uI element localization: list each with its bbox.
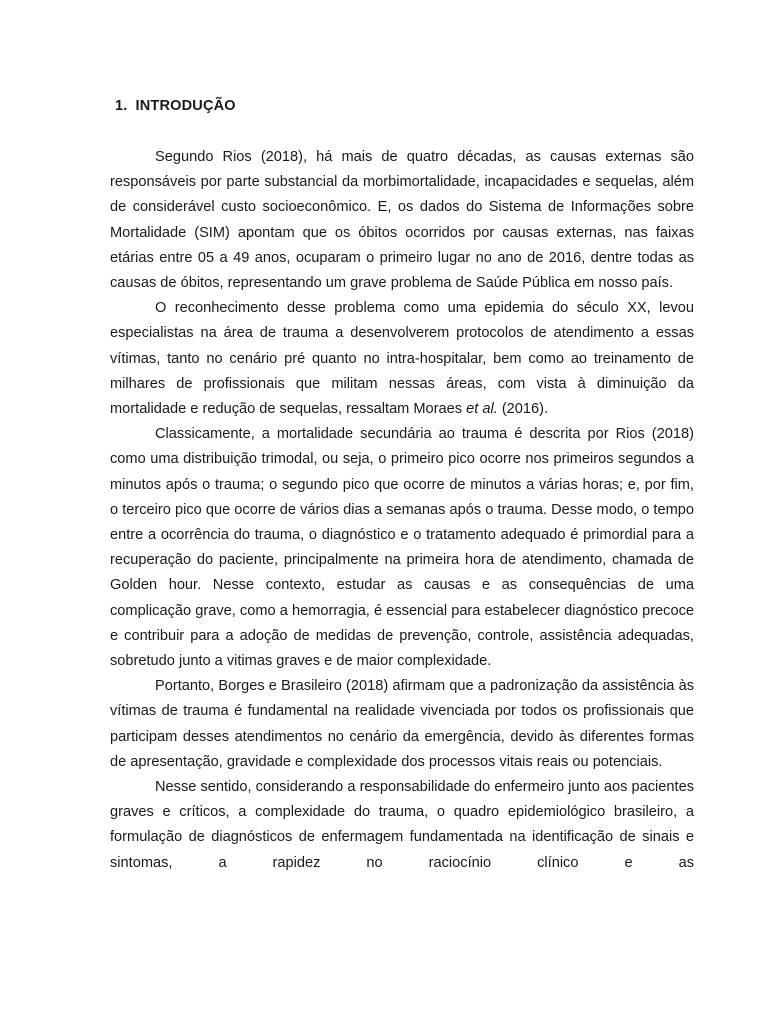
paragraph-3: Classicamente, a mortalidade secundária ao trauma é descrita por Rios (2018) como uma distribuição trimodal, ou seja, o primeiro pico ocorre nos primeiros segundos a minutos após o trauma; o segundo pico que ocorre de minutos a várias horas; e, por fim, o terceiro pico que ocorre de vários dias a semanas após o trauma. Desse modo, o tempo entre a ocorrência do trauma, o diagnóstico e o tratamento adequado é primordial para a recuperação do paciente, principalmente na primeira hora de atendimento, chamada de Golden hour. Nesse contexto, estudar as causas e as consequências de uma complicação grave, como a hemorragia, é essencial para estabelecer diagnóstico precoce e contribuir para a adoção de medidas de prevenção, controle, assistência adequadas, sobretudo junto a vitimas graves e de maior complexidade. <box>110 426 694 670</box>
section-heading <box>115 96 694 116</box>
paragraph-4: Portanto, Borges e Brasileiro (2018) afirmam que a padronização da assistência às vítimas de trauma é fundamental na realidade vivenciada por todos os profissionais que participam desses atendimentos no cenário da emergência, devido às diferentes formas de apresentação, gravidade e complexidade dos processos vitais reais ou potenciais. <box>110 678 694 770</box>
paragraph-2-year: (2016). <box>497 401 549 418</box>
paragraph-2-text: O reconhecimento desse problema como uma epidemia do século XX, levou especialistas na área de trauma a desenvolverem protocolos de atendimento a essas vítimas, tanto no cenário pré quanto no intra-hospitalar, bem como ao treinamento de milhares de profissionais que militam nessas áreas, com vista à diminuição da mortalidade e redução de sequelas, ressaltam Moraes <box>110 300 694 418</box>
section-number: 1. <box>115 98 128 114</box>
paragraph-2 <box>110 296 694 422</box>
citation-et-al: et al. <box>466 401 498 418</box>
section-title: INTRODUÇÃO <box>135 98 236 114</box>
paragraph-1: Segundo Rios (2018), há mais de quatro décadas, as causas externas são responsáveis por parte substancial da morbimortalidade, incapacidades e sequelas, além de considerável custo socioeconômico. E, os dados do Sistema de Informações sobre Mortalidade (SIM) apontam que os óbitos ocorridos por causas externas, nas faixas etárias entre 05 a 49 anos, ocuparam o primeiro lugar no ano de 2016, dentre todas as causas de óbitos, representando um grave problema de Saúde Pública em nosso país. <box>110 149 694 292</box>
document-page <box>110 96 694 876</box>
paragraph-5: Nesse sentido, considerando a responsabilidade do enfermeiro junto aos pacientes graves e críticos, a complexidade do trauma, o quadro epidemiológico brasileiro, a formulação de diagnósticos de enfermagem fundamentada na identificação de sinais e sintomas, a rapidez no raciocínio clínico e as <box>110 779 694 871</box>
